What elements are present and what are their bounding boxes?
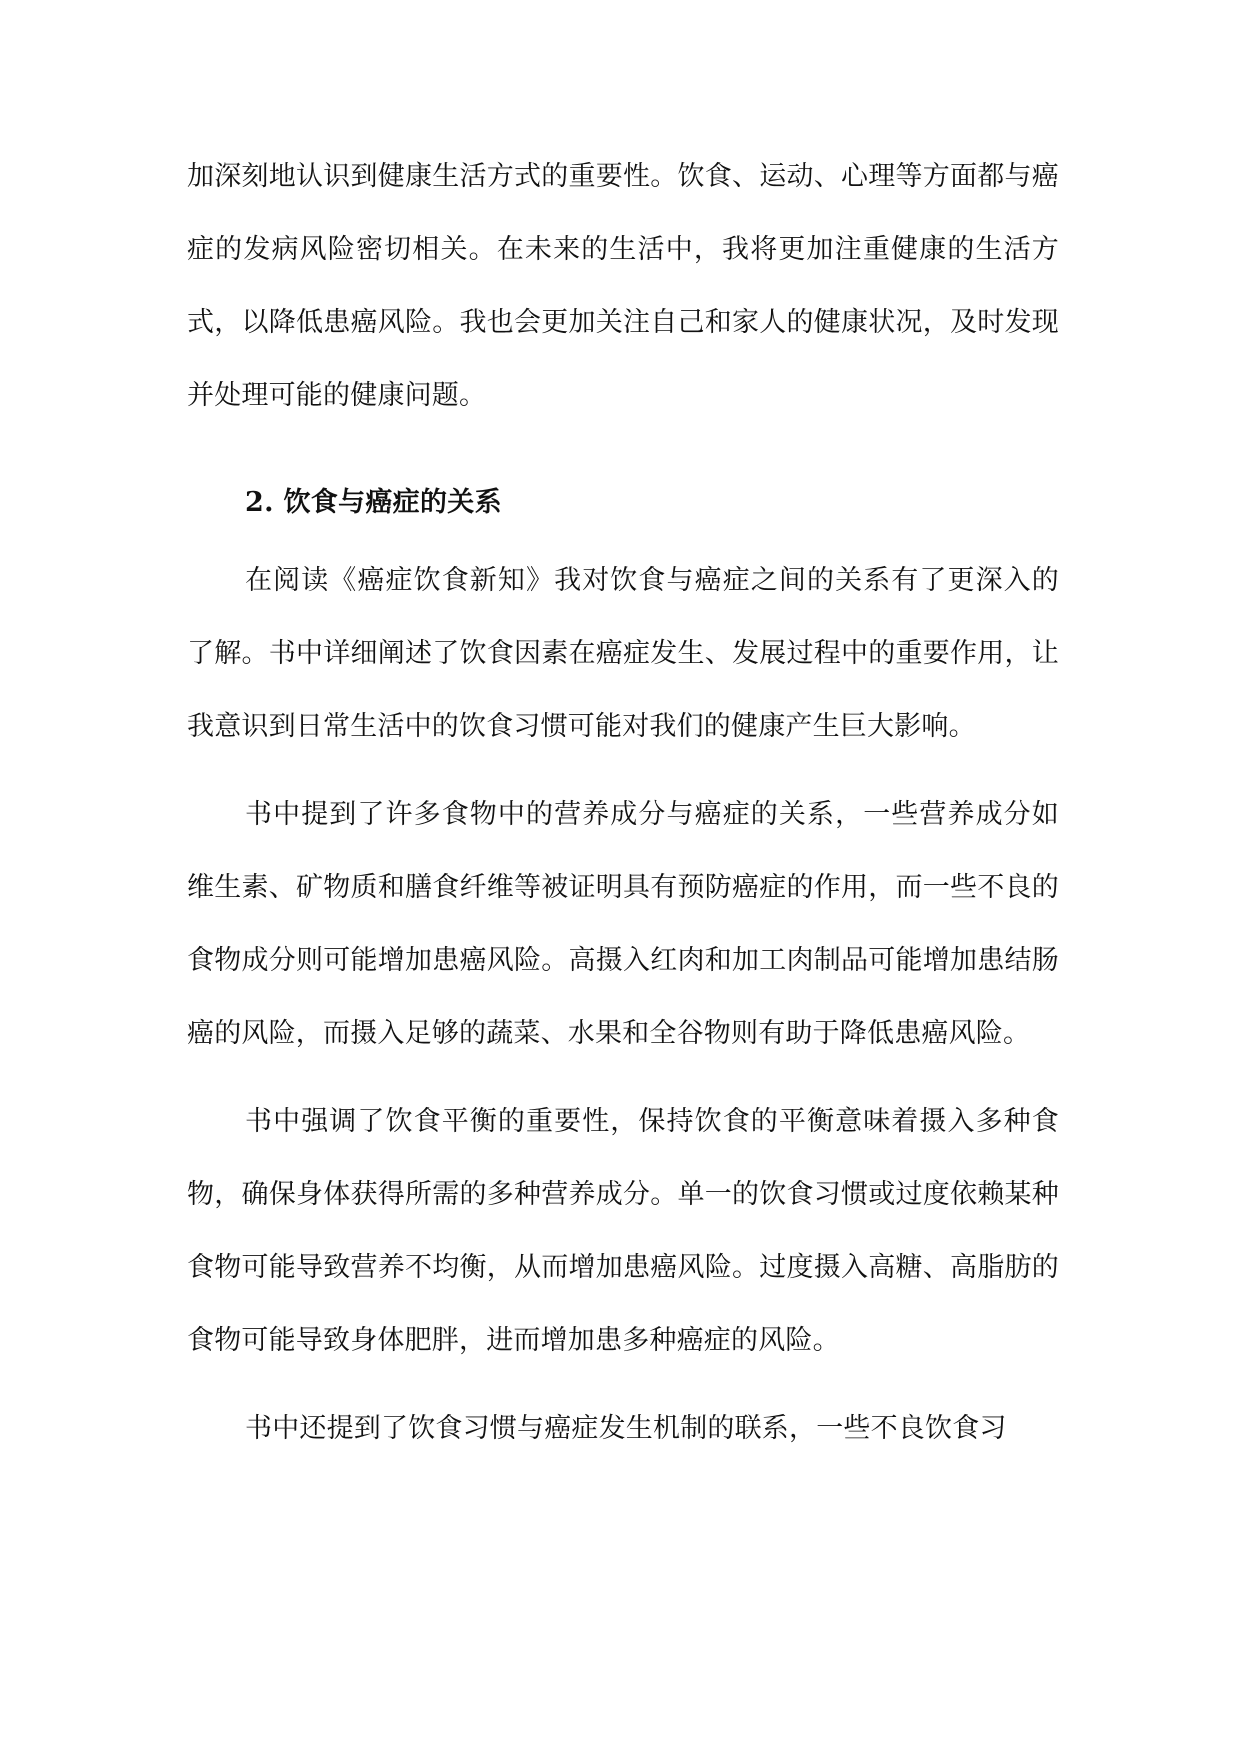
body-paragraph: 书中提到了许多食物中的营养成分与癌症的关系，一些营养成分如维生素、矿物质和膳食纤维等被证明具有预防癌症的作用，而一些不良的食物成分则可能增加患癌风险。高摄入红肉和加工肉制品可能增加患结肠癌的风险，而摄入足够的蔬菜、水果和全谷物则有助于降低患癌风险。 — [187, 799, 1059, 1049]
body-paragraph: 书中强调了饮食平衡的重要性，保持饮食的平衡意味着摄入多种食物，确保身体获得所需的多种营养成分。单一的饮食习惯或过度依赖某种食物可能导致营养不均衡，从而增加患癌风险。过度摄入高糖、高脂肪的食物可能导致身体肥胖，进而增加患多种癌症的风险。 — [187, 1106, 1059, 1356]
body-paragraph: 在阅读《癌症饮食新知》我对饮食与癌症之间的关系有了更深入的了解。书中详细阐述了饮食因素在癌症发生、发展过程中的重要作用，让我意识到日常生活中的饮食习惯可能对我们的健康产生巨大影响。 — [187, 565, 1059, 742]
document-page — [187, 140, 1059, 1465]
section-heading: 2. 饮食与癌症的关系 — [245, 487, 502, 518]
body-paragraph-continuation: 加深刻地认识到健康生活方式的重要性。饮食、运动、心理等方面都与癌症的发病风险密切相关。在未来的生活中，我将更加注重健康的生活方式，以降低患癌风险。我也会更加关注自己和家人的健康状况，及时发现并处理可能的健康问题。 — [187, 161, 1059, 411]
body-paragraph: 书中还提到了饮食习惯与癌症发生机制的联系，一些不良饮食习 — [245, 1413, 1007, 1444]
